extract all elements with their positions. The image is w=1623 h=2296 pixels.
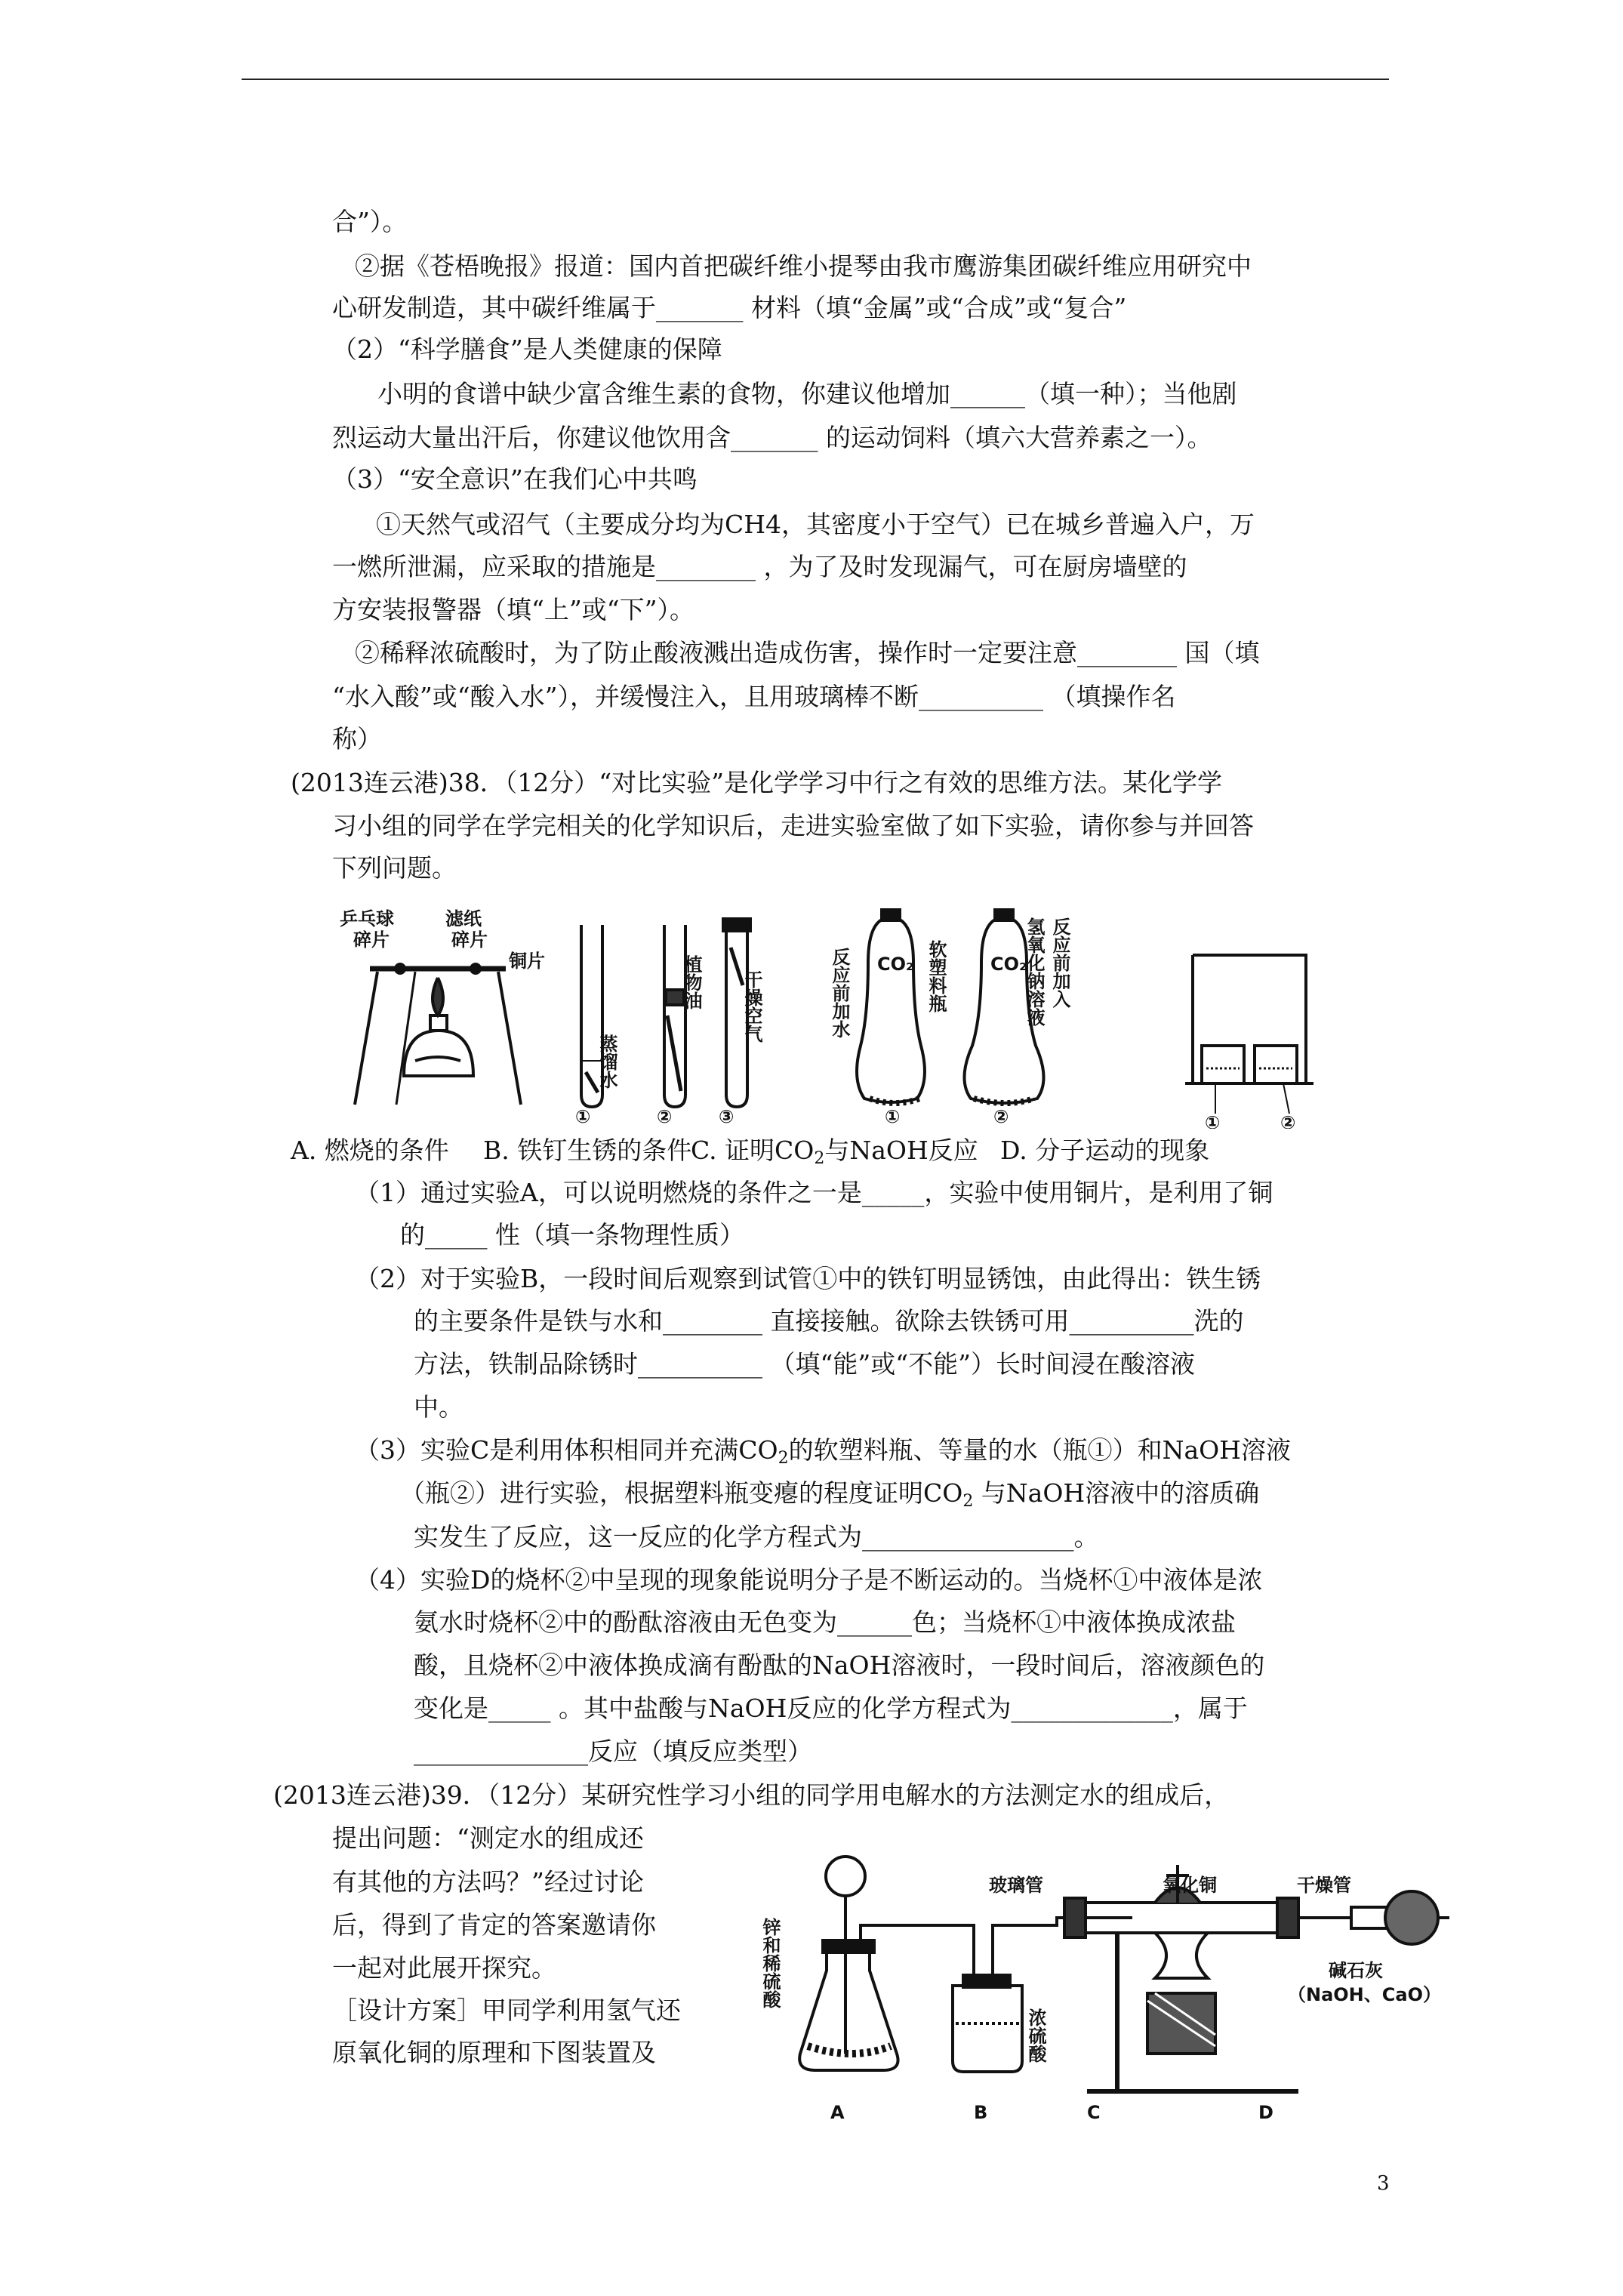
experiment-drawings: [332, 902, 1313, 1129]
beaker-number-2: ②: [1280, 1112, 1296, 1129]
q38-line-5: 方法，铁制品除锈时__________ （填“能”或“不能”）长时间浸在酸溶液: [414, 1349, 1195, 1379]
q38-line-7: （3）实验C是利用体积相同并充满$CO_2$的软塑料瓶、等量的水（瓶①）和NaOH溶液: [355, 1435, 1291, 1468]
apparatus-label-d: D: [1258, 2102, 1273, 2123]
apparatus-label-b: B: [974, 2102, 988, 2123]
q38-line-3: （2）对于实验B，一段时间后观察到试管①中的铁钉明显锈蚀，由此得出：铁生锈: [355, 1264, 1261, 1293]
beaker-number-1: ①: [1205, 1112, 1221, 1129]
figure-caption-b: B. 铁钉生锈的条件: [483, 1136, 692, 1165]
q38-line-4: 的主要条件是铁与水和________ 直接接触。欲除去铁锈可用__________洗的: [414, 1306, 1244, 1336]
question-39-heading: (2013连云港)39．（12分）某研究性学习小组的同学用电解水的方法测定水的组成后，: [273, 1780, 1230, 1810]
label-co2-2: CO₂: [990, 954, 1027, 975]
text-line-2: ②据《苍梧晚报》报道：国内首把碳纤维小提琴由我市鹰游集团碳纤维应用研究中: [355, 251, 1252, 281]
q38-line-6: 中。: [414, 1392, 463, 1422]
q38-line-14: ______________反应（填反应类型）: [414, 1737, 812, 1766]
text-line-3: 心研发制造，其中碳纤维属于_______ 材料（填“金属”或“合成”或“复合”: [332, 293, 1127, 322]
text-line-1: 合”）。: [332, 207, 408, 236]
q38-line-9: 实发生了反应，这一反应的化学方程式为_________________。: [414, 1522, 1099, 1552]
label-drying-tube: 干燥管: [1297, 1875, 1351, 1896]
tube-number-3: ③: [719, 1106, 735, 1127]
text-line-7: （3）“安全意识”在我们心中共鸣: [332, 464, 698, 494]
question-38-heading: (2013连云港)38．（12分）“对比实验”是化学学习中行之有效的思维方法。某化学学: [291, 768, 1222, 797]
text-line-15: 习小组的同学在学完相关的化学知识后，走进实验室做了如下实验，请你参与并回答: [332, 811, 1254, 840]
q39-line-7: 原氧化铜的原理和下图装置及: [332, 2038, 656, 2067]
text-line-4: （2）“科学膳食”是人类健康的保障: [332, 334, 722, 364]
q38-line-11: 氨水时烧杯②中的酚酞溶液由无色变为______色；当烧杯①中液体换成浓盐: [414, 1607, 1236, 1637]
label-dry-air: 干燥空气: [741, 970, 762, 1043]
label-add-water: 反应前加水: [829, 948, 850, 1038]
apparatus-drawings: [755, 1820, 1449, 2137]
experiment-figure: [332, 902, 1313, 1129]
text-line-10: 方安装报警器（填“上”或“下”）。: [332, 595, 694, 624]
page-number: 3: [1377, 2172, 1390, 2195]
q38-line-12: 酸，且烧杯②中液体换成滴有酚酞的NaOH溶液时，一段时间后，溶液颜色的: [414, 1650, 1265, 1680]
q39-line-6: ［设计方案］甲同学利用氢气还: [332, 1996, 681, 2025]
figure-caption-d: D. 分子运动的现象: [1000, 1136, 1210, 1165]
bottle-number-1: ①: [885, 1106, 901, 1127]
text-line-9: 一燃所泄漏，应采取的措施是________ ，为了及时发现漏气，可在厨房墙壁的: [332, 552, 1187, 581]
q38-line-1: （1）通过实验A，可以说明燃烧的条件之一是_____，实验中使用铜片，是利用了铜: [355, 1178, 1273, 1207]
label-distilled-water: 蒸馏水: [596, 1034, 617, 1089]
label-pingpong-b: 碎片: [353, 929, 390, 951]
label-filter-paper: 滤纸: [445, 908, 482, 929]
label-zinc-acid: 锌和稀硫酸: [759, 1918, 781, 2008]
q38-line-8: （瓶②）进行实验，根据塑料瓶变瘪的程度证明$CO_2$ 与NaOH溶液中的溶质确: [400, 1478, 1260, 1511]
text-line-11: ②稀释浓硫酸时，为了防止酸液溅出造成伤害，操作时一定要注意________ 国（填: [355, 638, 1260, 667]
q39-line-5: 一起对此展开探究。: [332, 1953, 556, 1983]
figure-caption-a: A. 燃烧的条件: [291, 1136, 449, 1165]
bottle-number-2: ②: [993, 1106, 1009, 1127]
q38-line-2: 的_____ 性（填一条物理性质）: [400, 1220, 744, 1250]
q39-line-3: 有其他的方法吗？”经过讨论: [332, 1867, 644, 1897]
label-co2-1: CO₂: [877, 954, 914, 975]
text-line-13: 称）: [332, 724, 382, 754]
label-pingpong: 乒乓球: [340, 908, 394, 929]
text-line-12: “水入酸”或“酸入水”），并缓慢注入，且用玻璃棒不断__________ （填操作名: [332, 682, 1176, 711]
q38-line-10: （4）实验D的烧杯②中呈现的现象能说明分子是不断运动的。当烧杯①中液体是浓: [355, 1565, 1263, 1595]
label-add-before: 反应前加入: [1049, 917, 1070, 1008]
apparatus-figure: [755, 1820, 1449, 2137]
label-copper-oxide: 氧化铜: [1163, 1875, 1217, 1896]
tube-number-1: ①: [575, 1106, 591, 1127]
text-line-5: 小明的食谱中缺少富含维生素的食物，你建议他增加______（填一种）；当他剧: [377, 379, 1237, 408]
label-plastic-bottle: 软塑料瓶: [925, 940, 947, 1012]
label-soda-lime-formula: （NaOH、CaO）: [1288, 1984, 1441, 2005]
label-glass-tube: 玻璃管: [989, 1875, 1043, 1896]
apparatus-label-a: A: [830, 2102, 845, 2123]
q38-line-13: 变化是_____ 。其中盐酸与NaOH反应的化学方程式为_____________，属于: [414, 1693, 1248, 1723]
text-line-16: 下列问题。: [332, 853, 457, 883]
tube-number-2: ②: [657, 1106, 673, 1127]
label-filter-paper-b: 碎片: [451, 929, 488, 951]
label-naoh-solution: 氢氧化钠溶液: [1024, 917, 1045, 1026]
label-veg-oil: 植物油: [681, 955, 702, 1009]
label-soda-lime: 碱石灰: [1329, 1960, 1383, 1981]
label-copper: 铜片: [509, 951, 545, 972]
q39-line-2: 提出问题：“测定水的组成还: [332, 1823, 644, 1853]
text-line-8: ①天然气或沼气（主要成分均为CH4，其密度小于空气）已在城乡普遍入户，万: [376, 510, 1255, 539]
label-conc-sulfuric: 浓硫酸: [1025, 2008, 1046, 2063]
apparatus-label-c: C: [1087, 2102, 1101, 2123]
text-line-6: 烈运动大量出汗后，你建议他饮用含_______ 的运动饲料（填六大营养素之一）。: [332, 423, 1212, 452]
figure-caption-c: C. 证明$CO_2$与NaOH反应: [691, 1136, 978, 1168]
header-rule: [242, 79, 1389, 80]
q39-line-4: 后，得到了肯定的答案邀请你: [332, 1910, 656, 1940]
